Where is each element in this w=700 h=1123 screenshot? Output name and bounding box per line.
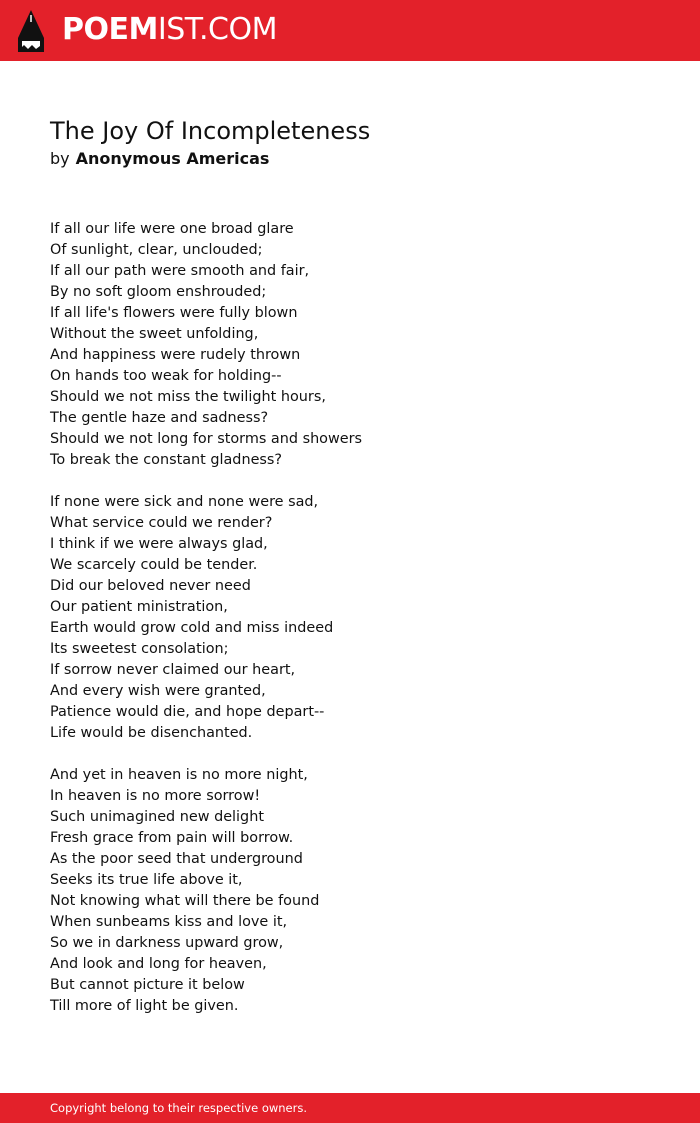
byline (50, 148, 269, 170)
poem-line: Should we not miss the twilight hours, (50, 389, 326, 405)
poem-line: And look and long for heaven, (50, 956, 267, 972)
poem-line: And yet in heaven is no more night, (50, 767, 308, 783)
poem-line: Life would be disenchanted. (50, 725, 253, 741)
poem-line: If all our path were smooth and fair, (50, 263, 310, 279)
site-header (0, 0, 700, 61)
poem-line: What service could we render? (50, 515, 273, 531)
poem-line: If all life's flowers were fully blown (50, 305, 298, 321)
poem-line: Till more of light be given. (50, 998, 239, 1014)
stanza (50, 765, 362, 1017)
poem-line: On hands too weak for holding-- (50, 368, 282, 384)
brand-strong: POEM (62, 12, 158, 47)
poem-line: Its sweetest consolation; (50, 641, 229, 657)
poem-line: If none were sick and none were sad, (50, 494, 319, 510)
poem-line: But cannot picture it below (50, 977, 245, 993)
poem-line: Such unimagined new delight (50, 809, 264, 825)
poem-line: Did our beloved never need (50, 578, 251, 594)
poem-line: If sorrow never claimed our heart, (50, 662, 296, 678)
poem-line: And happiness were rudely thrown (50, 347, 301, 363)
stanza (50, 492, 362, 744)
poem-line: Patience would die, and hope depart-- (50, 704, 325, 720)
poem-line: Without the sweet unfolding, (50, 326, 259, 342)
stanza (50, 219, 362, 471)
poem-line: The gentle haze and sadness? (50, 410, 269, 426)
poem-line: As the poor seed that underground (50, 851, 303, 867)
site-logo-text[interactable] (62, 12, 277, 48)
poem-line: Seeks its true life above it, (50, 872, 243, 888)
poem-line: And every wish were granted, (50, 683, 266, 699)
site-footer (0, 1093, 700, 1123)
poem-line: By no soft gloom enshrouded; (50, 284, 267, 300)
poem-line: So we in darkness upward grow, (50, 935, 284, 951)
poem-body (50, 219, 362, 1038)
poem-line: Not knowing what will there be found (50, 893, 320, 909)
poem-line: Should we not long for storms and showers (50, 431, 363, 447)
brand-light: IST.COM (157, 12, 277, 47)
author-name: Anonymous Americas (75, 149, 270, 168)
copyright-notice: Copyright belong to their respective owners. (50, 1101, 308, 1115)
poem-line: I think if we were always glad, (50, 536, 268, 552)
poem-line: We scarcely could be tender. (50, 557, 258, 573)
poem-line: Of sunlight, clear, unclouded; (50, 242, 263, 258)
poem-line: When sunbeams kiss and love it, (50, 914, 288, 930)
poem-line: Fresh grace from pain will borrow. (50, 830, 294, 846)
pencil-tip-icon[interactable] (18, 10, 44, 52)
by-label: by (50, 149, 70, 168)
poem-line: Earth would grow cold and miss indeed (50, 620, 334, 636)
poem-line: If all our life were one broad glare (50, 221, 294, 237)
poem-line: Our patient ministration, (50, 599, 228, 615)
poem-title: The Joy Of Incompleteness (50, 117, 371, 145)
poem-line: In heaven is no more sorrow! (50, 788, 261, 804)
poem-line: To break the constant gladness? (50, 452, 283, 468)
